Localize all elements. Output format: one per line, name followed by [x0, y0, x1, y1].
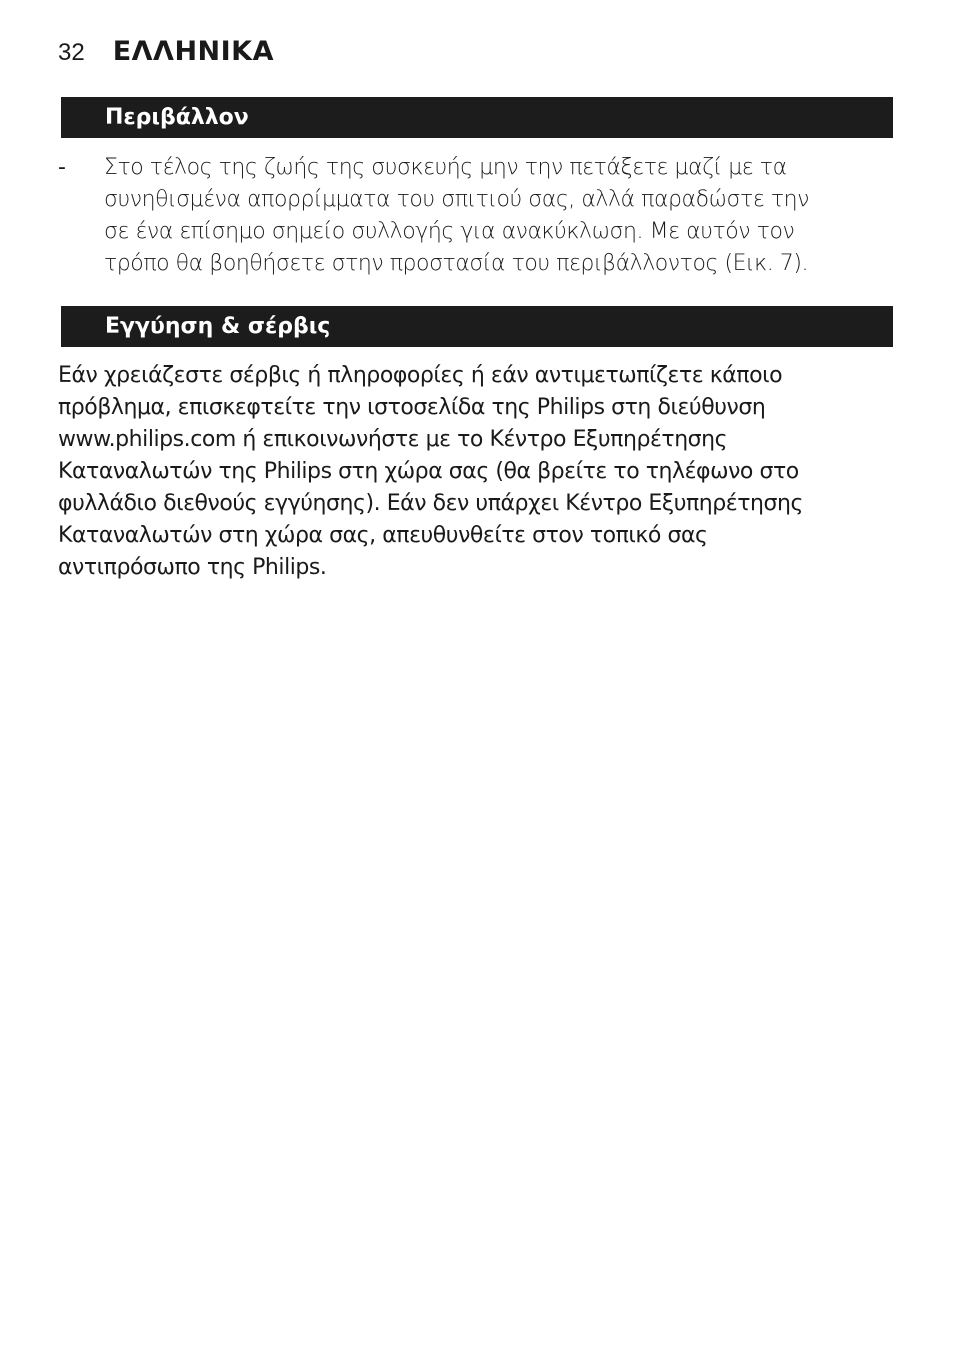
text-line: Καταναλωτών της Philips στη χώρα σας (θα βρείτε το τηλέφωνο στο [58, 459, 799, 484]
section-heading-warranty: Εγγύηση & σέρβις [61, 306, 893, 347]
text-line: συνηθισμένα απορρίμματα του σπιτιού σας, αλλά παραδώστε την [104, 187, 809, 212]
page-header [58, 36, 274, 67]
page-number: 32 [58, 39, 85, 66]
warranty-paragraph [58, 360, 908, 584]
section-heading-environment: Περιβάλλον [61, 97, 893, 138]
bullet-dash: - [58, 155, 66, 180]
environment-bullet-item [58, 152, 898, 280]
text-line: Εάν χρειάζεστε σέρβις ή πληροφορίες ή εάν αντιμετωπίζετε κάποιο [58, 363, 783, 388]
text-line: φυλλάδιο διεθνούς εγγύησης). Εάν δεν υπάρχει Κέντρο Εξυπηρέτησης [58, 491, 803, 516]
text-line: Καταναλωτών στη χώρα σας, απευθυνθείτε στον τοπικό σας [58, 523, 708, 548]
text-line: www.philips.com ή επικοινωνήστε με το Κέντρο Εξυπηρέτησης [58, 427, 728, 452]
page-language-title: ΕΛΛΗΝΙΚΑ [112, 36, 274, 67]
text-line: τρόπο θα βοηθήσετε στην προστασία του περιβάλλοντος (Εικ. 7). [104, 251, 809, 276]
text-line: πρόβλημα, επισκεφτείτε την ιστοσελίδα της Philips στη διεύθυνση [58, 395, 766, 420]
text-line: αντιπρόσωπο της Philips. [58, 555, 327, 580]
text-line: Στο τέλος της ζωής της συσκευής μην την πετάξετε μαζί με τα [104, 155, 787, 180]
environment-text [104, 152, 898, 280]
text-line: σε ένα επίσημο σημείο συλλογής για ανακύκλωση. Με αυτόν τον [104, 219, 795, 244]
